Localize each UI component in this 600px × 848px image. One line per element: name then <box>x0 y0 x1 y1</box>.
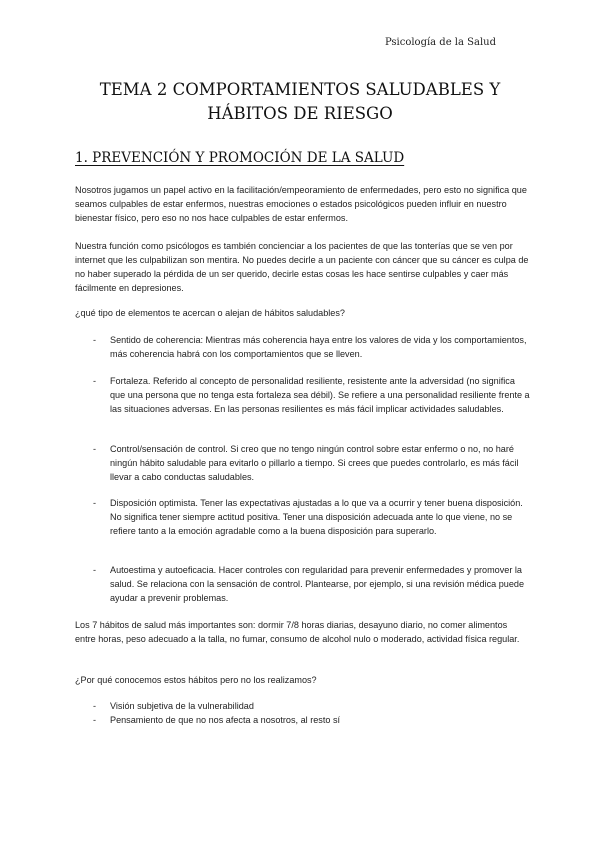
list-item-text: Sentido de coherencia: Mientras más coherencia haya entre los valores de vida y los comportamientos, más coherencia habrá con los comportamientos que se lleven. <box>110 335 527 359</box>
list-item-text: Fortaleza. Referido al concepto de personalidad resiliente, resistente ante la adversidad (no significa que una persona que no tenga esta fortaleza sea débil). Se refiere a una personalidad resiliente frente a las situaciones adversas. En las personas resilientes es más fácil implicar actividades saludables. <box>110 376 530 414</box>
list-dash: - <box>93 701 97 711</box>
page-header: Psicología de la Salud <box>384 37 496 48</box>
title-line-1: TEMA 2 COMPORTAMIENTOS SALUDABLES Y <box>99 80 501 99</box>
list-item-text: Visión subjetiva de la vulnerabilidad <box>110 701 254 711</box>
list-dash: - <box>93 498 97 508</box>
paragraph-1: Nosotros jugamos un papel activo en la facilitación/empeoramiento de enfermedades, pero esto no significa que seamos culpables de estar enfermos, nuestras emociones o estados psicológicos pueden influir en nuestro bienestar físico, pero eso no nos hace culpables de estar enfermos. <box>75 185 527 223</box>
question-1: ¿qué tipo de elementos te acercan o alejan de hábitos saludables? <box>75 308 345 318</box>
section-heading: 1. PREVENCIÓN Y PROMOCIÓN DE LA SALUD <box>75 150 405 166</box>
list-dash: - <box>93 715 97 725</box>
document-title <box>60 78 540 126</box>
paragraph-2: Nuestra función como psicólogos es también concienciar a los pacientes de que las tonterías que se ven por internet que les culpabilizan son mentira. No puedes decirle a un paciente con cáncer que su cáncer es culpa de no haber superado la pérdida de un ser querido, decirle estas cosas les hace sentirse culpables y caer más fácilmente en depresiones. <box>75 241 529 293</box>
list-item-text: Pensamiento de que no nos afecta a nosotros, al resto sí <box>110 715 341 725</box>
list-dash: - <box>93 565 97 575</box>
paragraph-habits: Los 7 hábitos de salud más importantes son: dormir 7/8 horas diarias, desayuno diario, no comer alimentos entre horas, peso adecuado a la talla, no fumar, consumo de alcohol nulo o moderado, actividad física regular. <box>75 620 520 644</box>
list-item-text: Control/sensación de control. Si creo que no tengo ningún control sobre estar enfermo o no, no haré ningún hábito saludable para evitarlo o pillarlo a tiempo. Si crees que puedes controlarlo, es más fácil llevar a cabo conductas saludables. <box>110 444 519 482</box>
question-2: ¿Por qué conocemos estos hábitos pero no los realizamos? <box>75 675 317 685</box>
list-item-text: Disposición optimista. Tener las expectativas ajustadas a lo que va a ocurrir y tener buena disposición. No significa tener siempre actitud positiva. Tener una disposición adecuada ante lo que viene, no se refiere tanto a la emoción agradable como a la buena disposición para superarlo. <box>110 498 523 536</box>
title-line-2: HÁBITOS DE RIESGO <box>207 104 393 123</box>
list-dash: - <box>93 335 97 345</box>
list-item-text: Autoestima y autoeficacia. Hacer controles con regularidad para prevenir enfermedades y promover la salud. Se relaciona con la sensación de control. Plantearse, por ejemplo, si una revisión médica puede ayudar a prevenir problemas. <box>110 565 525 603</box>
list-dash: - <box>93 444 97 454</box>
list-dash: - <box>93 376 97 386</box>
